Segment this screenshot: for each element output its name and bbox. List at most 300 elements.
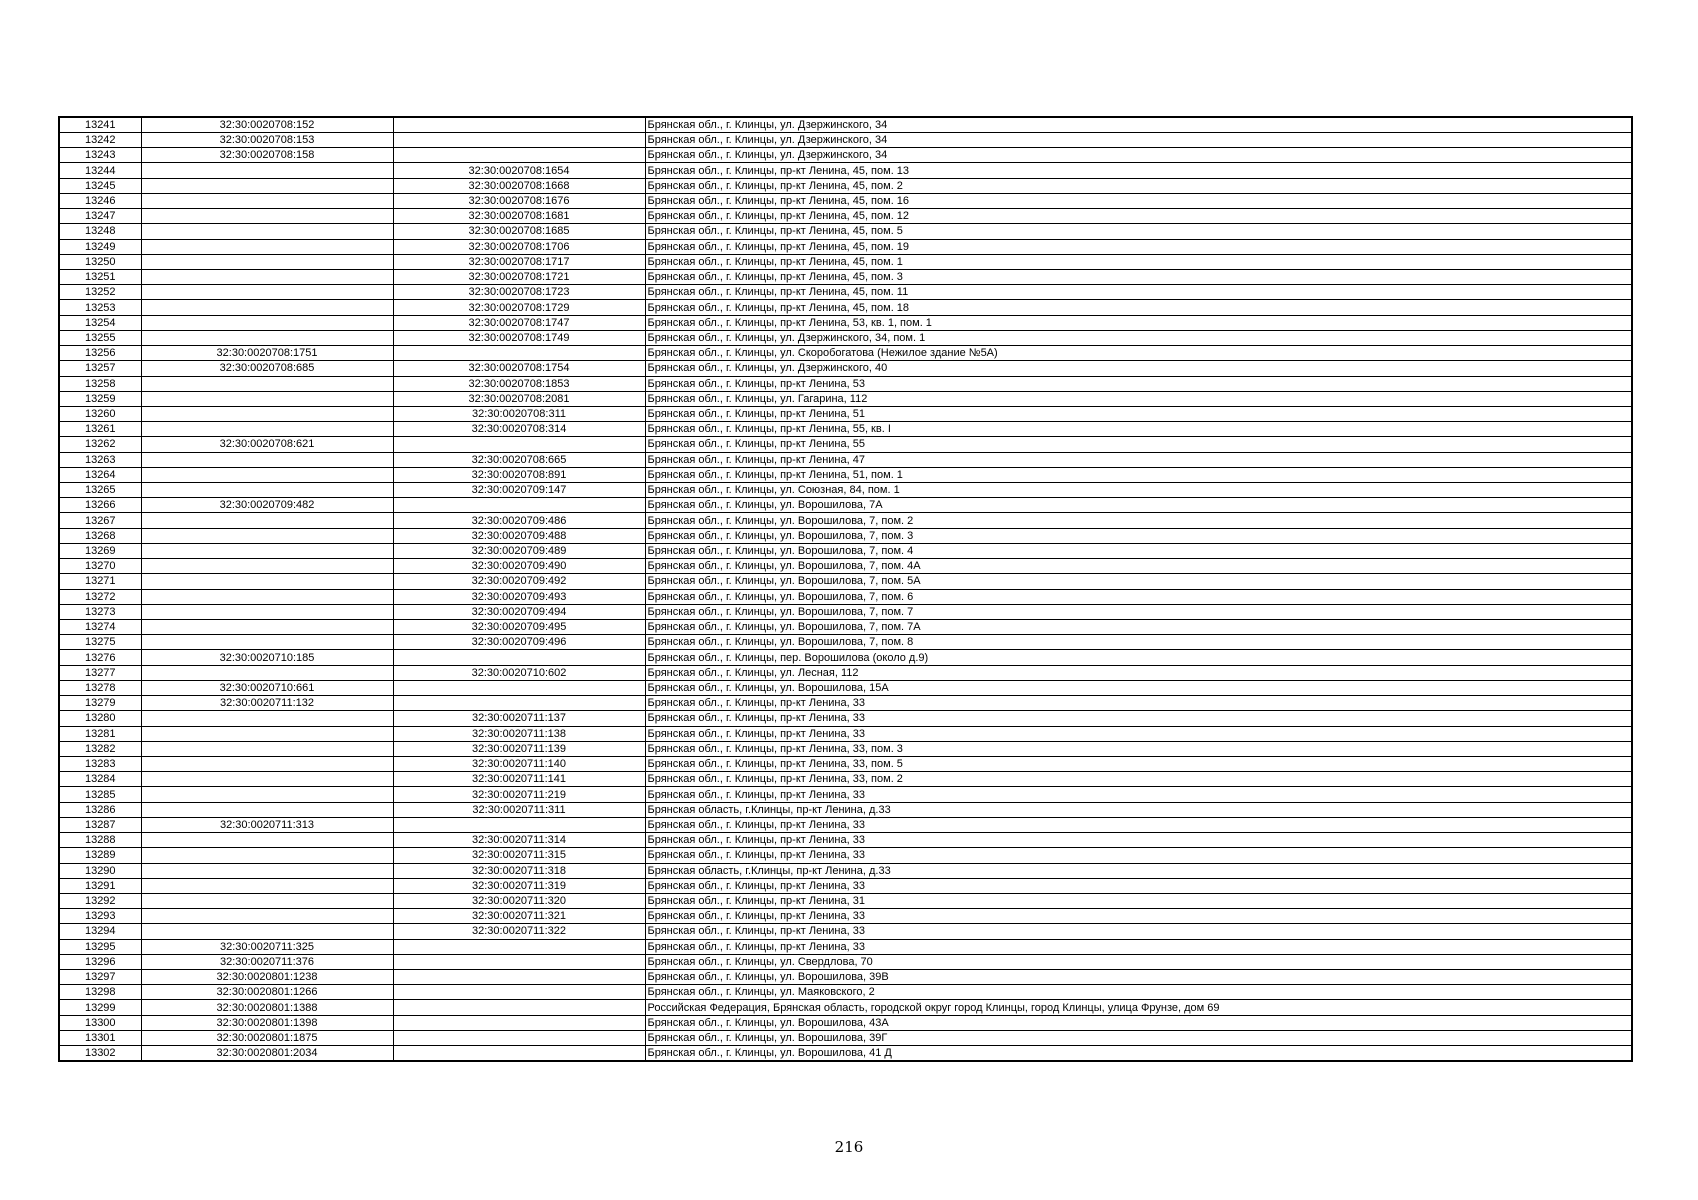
cadastral-number-cell: 32:30:0020801:1388 [141, 1000, 393, 1015]
sub-cadastral-number-cell: 32:30:0020709:486 [393, 513, 645, 528]
sub-cadastral-number-cell: 32:30:0020708:314 [393, 422, 645, 437]
table-row [59, 802, 1632, 817]
cadastral-number-cell [141, 878, 393, 893]
table-row [59, 224, 1632, 239]
cadastral-number-cell [141, 193, 393, 208]
sub-cadastral-number-cell: 32:30:0020711:319 [393, 878, 645, 893]
cadastral-number-cell [141, 909, 393, 924]
sub-cadastral-number-cell [393, 148, 645, 163]
sub-cadastral-number-cell: 32:30:0020709:490 [393, 559, 645, 574]
row-number-cell: 13276 [59, 650, 141, 665]
table-row [59, 148, 1632, 163]
cadastral-number-cell [141, 269, 393, 284]
table-row [59, 513, 1632, 528]
sub-cadastral-number-cell [393, 1015, 645, 1030]
address-cell: Брянская обл., г. Клинцы, пр-кт Ленина, 53 [645, 376, 1632, 391]
cadastral-number-cell [141, 756, 393, 771]
sub-cadastral-number-cell: 32:30:0020708:1747 [393, 315, 645, 330]
address-cell: Брянская обл., г. Клинцы, пр-кт Ленина, 33 [645, 878, 1632, 893]
cadastral-number-cell: 32:30:0020711:376 [141, 954, 393, 969]
row-number-cell: 13290 [59, 863, 141, 878]
sub-cadastral-number-cell [393, 1000, 645, 1015]
table-row [59, 985, 1632, 1000]
cadastral-number-cell [141, 315, 393, 330]
row-number-cell: 13241 [59, 117, 141, 133]
row-number-cell: 13292 [59, 893, 141, 908]
row-number-cell: 13295 [59, 939, 141, 954]
row-number-cell: 13277 [59, 665, 141, 680]
row-number-cell: 13261 [59, 422, 141, 437]
sub-cadastral-number-cell: 32:30:0020711:139 [393, 741, 645, 756]
cadastral-number-cell [141, 406, 393, 421]
address-cell: Брянская обл., г. Клинцы, ул. Дзержинского, 34 [645, 148, 1632, 163]
cadastral-number-cell [141, 635, 393, 650]
table-row [59, 528, 1632, 543]
sub-cadastral-number-cell: 32:30:0020710:602 [393, 665, 645, 680]
table-row [59, 970, 1632, 985]
table-row [59, 954, 1632, 969]
row-number-cell: 13280 [59, 711, 141, 726]
row-number-cell: 13243 [59, 148, 141, 163]
sub-cadastral-number-cell: 32:30:0020711:318 [393, 863, 645, 878]
sub-cadastral-number-cell: 32:30:0020708:1654 [393, 163, 645, 178]
table-row [59, 772, 1632, 787]
table-row [59, 680, 1632, 695]
page-number: 216 [834, 1138, 864, 1156]
row-number-cell: 13262 [59, 437, 141, 452]
address-cell: Брянская обл., г. Клинцы, ул. Ворошилова, 7, пом. 4А [645, 559, 1632, 574]
row-number-cell: 13256 [59, 346, 141, 361]
cadastral-number-cell [141, 604, 393, 619]
table-row [59, 346, 1632, 361]
sub-cadastral-number-cell: 32:30:0020708:1706 [393, 239, 645, 254]
address-cell: Брянская обл., г. Клинцы, ул. Скоробогатова (Нежилое здание №5А) [645, 346, 1632, 361]
row-number-cell: 13298 [59, 985, 141, 1000]
cadastral-number-cell [141, 422, 393, 437]
table-row [59, 543, 1632, 558]
address-cell: Брянская обл., г. Клинцы, ул. Ворошилова, 43А [645, 1015, 1632, 1030]
row-number-cell: 13255 [59, 330, 141, 345]
address-cell: Брянская обл., г. Клинцы, ул. Союзная, 84, пом. 1 [645, 483, 1632, 498]
sub-cadastral-number-cell: 32:30:0020708:311 [393, 406, 645, 421]
sub-cadastral-number-cell [393, 650, 645, 665]
row-number-cell: 13269 [59, 543, 141, 558]
address-cell: Брянская обл., г. Клинцы, пр-кт Ленина, 33 [645, 726, 1632, 741]
address-cell: Брянская обл., г. Клинцы, пр-кт Ленина, 45, пом. 1 [645, 254, 1632, 269]
cadastral-number-cell: 32:30:0020710:185 [141, 650, 393, 665]
address-cell: Брянская обл., г. Клинцы, ул. Ворошилова, 7, пом. 4 [645, 543, 1632, 558]
row-number-cell: 13278 [59, 680, 141, 695]
cadastral-number-cell [141, 802, 393, 817]
row-number-cell: 13291 [59, 878, 141, 893]
sub-cadastral-number-cell: 32:30:0020711:138 [393, 726, 645, 741]
sub-cadastral-number-cell: 32:30:0020711:314 [393, 833, 645, 848]
row-number-cell: 13279 [59, 696, 141, 711]
table-row [59, 1030, 1632, 1045]
cadastral-number-cell: 32:30:0020708:1751 [141, 346, 393, 361]
cadastral-number-cell: 32:30:0020801:1266 [141, 985, 393, 1000]
sub-cadastral-number-cell [393, 117, 645, 133]
address-cell: Брянская обл., г. Клинцы, ул. Ворошилова, 41 Д [645, 1046, 1632, 1062]
cadastral-number-cell [141, 513, 393, 528]
row-number-cell: 13250 [59, 254, 141, 269]
table-row [59, 1015, 1632, 1030]
address-cell: Брянская обл., г. Клинцы, пр-кт Ленина, 45, пом. 13 [645, 163, 1632, 178]
row-number-cell: 13242 [59, 133, 141, 148]
cadastral-number-cell: 32:30:0020708:158 [141, 148, 393, 163]
table-row [59, 285, 1632, 300]
table-row [59, 483, 1632, 498]
sub-cadastral-number-cell: 32:30:0020709:496 [393, 635, 645, 650]
sub-cadastral-number-cell: 32:30:0020708:1676 [393, 193, 645, 208]
sub-cadastral-number-cell: 32:30:0020708:1749 [393, 330, 645, 345]
address-cell: Брянская обл., г. Клинцы, пр-кт Ленина, 47 [645, 452, 1632, 467]
cadastral-number-cell [141, 178, 393, 193]
address-cell: Брянская обл., г. Клинцы, пр-кт Ленина, 55, кв. I [645, 422, 1632, 437]
sub-cadastral-number-cell [393, 133, 645, 148]
table-row [59, 209, 1632, 224]
row-number-cell: 13271 [59, 574, 141, 589]
cadastral-number-cell [141, 209, 393, 224]
table-row [59, 620, 1632, 635]
table-row [59, 741, 1632, 756]
table-row [59, 589, 1632, 604]
row-number-cell: 13265 [59, 483, 141, 498]
table-row [59, 711, 1632, 726]
address-cell: Брянская обл., г. Клинцы, ул. Гагарина, 112 [645, 391, 1632, 406]
cadastral-number-cell [141, 772, 393, 787]
cadastral-number-cell [141, 300, 393, 315]
address-cell: Брянская обл., г. Клинцы, ул. Ворошилова, 7, пом. 8 [645, 635, 1632, 650]
row-number-cell: 13247 [59, 209, 141, 224]
address-cell: Брянская обл., г. Клинцы, пр-кт Ленина, 33 [645, 711, 1632, 726]
address-cell: Брянская обл., г. Клинцы, пр-кт Ленина, 53, кв. 1, пом. 1 [645, 315, 1632, 330]
sub-cadastral-number-cell: 32:30:0020708:1685 [393, 224, 645, 239]
row-number-cell: 13273 [59, 604, 141, 619]
cadastral-number-cell [141, 589, 393, 604]
sub-cadastral-number-cell: 32:30:0020711:219 [393, 787, 645, 802]
address-cell: Брянская обл., г. Клинцы, пр-кт Ленина, 45, пом. 12 [645, 209, 1632, 224]
cadastral-number-cell [141, 254, 393, 269]
address-cell: Российская Федерация, Брянская область, городской округ город Клинцы, город Клинцы, улица Фрунзе, дом 69 [645, 1000, 1632, 1015]
cadastral-number-cell: 32:30:0020708:685 [141, 361, 393, 376]
row-number-cell: 13294 [59, 924, 141, 939]
address-cell: Брянская обл., г. Клинцы, пр-кт Ленина, 45, пом. 5 [645, 224, 1632, 239]
cadastral-number-cell [141, 285, 393, 300]
sub-cadastral-number-cell: 32:30:0020708:1717 [393, 254, 645, 269]
sub-cadastral-number-cell: 32:30:0020708:1721 [393, 269, 645, 284]
table-row [59, 406, 1632, 421]
cadastral-number-cell [141, 620, 393, 635]
row-number-cell: 13268 [59, 528, 141, 543]
address-cell: Брянская обл., г. Клинцы, пр-кт Ленина, 33, пом. 5 [645, 756, 1632, 771]
row-number-cell: 13272 [59, 589, 141, 604]
sub-cadastral-number-cell: 32:30:0020708:665 [393, 452, 645, 467]
row-number-cell: 13297 [59, 970, 141, 985]
cadastral-number-cell: 32:30:0020801:1875 [141, 1030, 393, 1045]
cadastral-number-cell [141, 787, 393, 802]
table-row [59, 909, 1632, 924]
cadastral-number-cell [141, 376, 393, 391]
row-number-cell: 13282 [59, 741, 141, 756]
address-cell: Брянская обл., г. Клинцы, пр-кт Ленина, 33 [645, 833, 1632, 848]
address-cell: Брянская обл., г. Клинцы, ул. Дзержинского, 34, пом. 1 [645, 330, 1632, 345]
row-number-cell: 13274 [59, 620, 141, 635]
row-number-cell: 13281 [59, 726, 141, 741]
address-cell: Брянская обл., г. Клинцы, пр-кт Ленина, 33, пом. 2 [645, 772, 1632, 787]
sub-cadastral-number-cell: 32:30:0020709:489 [393, 543, 645, 558]
table-row [59, 391, 1632, 406]
row-number-cell: 13302 [59, 1046, 141, 1062]
address-cell: Брянская обл., г. Клинцы, пр-кт Ленина, 45, пом. 2 [645, 178, 1632, 193]
table-row [59, 726, 1632, 741]
row-number-cell: 13287 [59, 817, 141, 832]
cadastral-number-cell [141, 741, 393, 756]
sub-cadastral-number-cell: 32:30:0020709:495 [393, 620, 645, 635]
address-cell: Брянская обл., г. Клинцы, ул. Маяковского, 2 [645, 985, 1632, 1000]
sub-cadastral-number-cell: 32:30:0020711:321 [393, 909, 645, 924]
cadastral-number-cell [141, 665, 393, 680]
cadastral-number-cell [141, 543, 393, 558]
sub-cadastral-number-cell: 32:30:0020708:2081 [393, 391, 645, 406]
sub-cadastral-number-cell: 32:30:0020709:492 [393, 574, 645, 589]
sub-cadastral-number-cell: 32:30:0020708:1853 [393, 376, 645, 391]
address-cell: Брянская обл., г. Клинцы, пр-кт Ленина, 33 [645, 696, 1632, 711]
cadastral-number-cell [141, 467, 393, 482]
cadastral-number-cell: 32:30:0020709:482 [141, 498, 393, 513]
table-row [59, 178, 1632, 193]
cadastral-number-cell [141, 924, 393, 939]
row-number-cell: 13286 [59, 802, 141, 817]
cadastral-number-cell [141, 726, 393, 741]
cadastral-number-cell: 32:30:0020711:132 [141, 696, 393, 711]
address-cell: Брянская обл., г. Клинцы, пр-кт Ленина, 45, пом. 18 [645, 300, 1632, 315]
address-cell: Брянская обл., г. Клинцы, пер. Ворошилова (около д.9) [645, 650, 1632, 665]
row-number-cell: 13289 [59, 848, 141, 863]
sub-cadastral-number-cell: 32:30:0020709:493 [393, 589, 645, 604]
sub-cadastral-number-cell: 32:30:0020711:140 [393, 756, 645, 771]
table-row [59, 1046, 1632, 1062]
address-cell: Брянская обл., г. Клинцы, пр-кт Ленина, 33 [645, 924, 1632, 939]
cadastral-number-cell: 32:30:0020711:313 [141, 817, 393, 832]
cadastral-number-cell [141, 391, 393, 406]
row-number-cell: 13248 [59, 224, 141, 239]
sub-cadastral-number-cell: 32:30:0020711:141 [393, 772, 645, 787]
cadastral-number-cell: 32:30:0020708:153 [141, 133, 393, 148]
table-row [59, 635, 1632, 650]
address-cell: Брянская обл., г. Клинцы, пр-кт Ленина, 45, пом. 3 [645, 269, 1632, 284]
row-number-cell: 13296 [59, 954, 141, 969]
address-cell: Брянская обл., г. Клинцы, ул. Ворошилова, 7, пом. 5А [645, 574, 1632, 589]
row-number-cell: 13254 [59, 315, 141, 330]
table-row [59, 422, 1632, 437]
sub-cadastral-number-cell: 32:30:0020709:494 [393, 604, 645, 619]
address-cell: Брянская обл., г. Клинцы, ул. Дзержинского, 34 [645, 117, 1632, 133]
row-number-cell: 13259 [59, 391, 141, 406]
address-cell: Брянская обл., г. Клинцы, пр-кт Ленина, 33 [645, 787, 1632, 802]
table-row [59, 452, 1632, 467]
row-number-cell: 13293 [59, 909, 141, 924]
table-row [59, 117, 1632, 133]
cadastral-number-cell [141, 559, 393, 574]
address-cell: Брянская обл., г. Клинцы, ул. Ворошилова, 7А [645, 498, 1632, 513]
address-cell: Брянская обл., г. Клинцы, пр-кт Ленина, 33 [645, 817, 1632, 832]
table-row [59, 498, 1632, 513]
row-number-cell: 13246 [59, 193, 141, 208]
address-cell: Брянская обл., г. Клинцы, ул. Ворошилова, 7, пом. 3 [645, 528, 1632, 543]
cadastral-number-cell [141, 833, 393, 848]
cadastral-number-cell [141, 711, 393, 726]
table-row [59, 863, 1632, 878]
row-number-cell: 13257 [59, 361, 141, 376]
cadastral-number-cell: 32:30:0020801:2034 [141, 1046, 393, 1062]
sub-cadastral-number-cell [393, 954, 645, 969]
cadastral-number-cell [141, 224, 393, 239]
address-cell: Брянская обл., г. Клинцы, ул. Ворошилова, 15А [645, 680, 1632, 695]
table-row [59, 254, 1632, 269]
sub-cadastral-number-cell: 32:30:0020708:1723 [393, 285, 645, 300]
address-cell: Брянская обл., г. Клинцы, пр-кт Ленина, 45, пом. 16 [645, 193, 1632, 208]
cadastral-number-cell: 32:30:0020711:325 [141, 939, 393, 954]
address-cell: Брянская обл., г. Клинцы, пр-кт Ленина, 51, пом. 1 [645, 467, 1632, 482]
cadastral-number-cell [141, 863, 393, 878]
table-row [59, 574, 1632, 589]
row-number-cell: 13285 [59, 787, 141, 802]
row-number-cell: 13264 [59, 467, 141, 482]
table-row [59, 437, 1632, 452]
sub-cadastral-number-cell: 32:30:0020711:320 [393, 893, 645, 908]
table-row [59, 893, 1632, 908]
address-cell: Брянская обл., г. Клинцы, пр-кт Ленина, 45, пом. 11 [645, 285, 1632, 300]
sub-cadastral-number-cell [393, 696, 645, 711]
cadastral-number-cell [141, 893, 393, 908]
table-row [59, 300, 1632, 315]
table-row [59, 756, 1632, 771]
sub-cadastral-number-cell [393, 346, 645, 361]
cadastral-number-cell [141, 330, 393, 345]
row-number-cell: 13263 [59, 452, 141, 467]
address-cell: Брянская обл., г. Клинцы, ул. Дзержинского, 34 [645, 133, 1632, 148]
row-number-cell: 13267 [59, 513, 141, 528]
sub-cadastral-number-cell: 32:30:0020708:1668 [393, 178, 645, 193]
table-row [59, 269, 1632, 284]
address-cell: Брянская обл., г. Клинцы, пр-кт Ленина, 31 [645, 893, 1632, 908]
table-row [59, 193, 1632, 208]
table-row [59, 650, 1632, 665]
row-number-cell: 13249 [59, 239, 141, 254]
cadastral-number-cell [141, 163, 393, 178]
table-row [59, 939, 1632, 954]
sub-cadastral-number-cell [393, 817, 645, 832]
table-row [59, 696, 1632, 711]
address-cell: Брянская обл., г. Клинцы, пр-кт Ленина, 45, пом. 19 [645, 239, 1632, 254]
row-number-cell: 13275 [59, 635, 141, 650]
sub-cadastral-number-cell: 32:30:0020708:891 [393, 467, 645, 482]
cadastral-number-cell: 32:30:0020708:621 [141, 437, 393, 452]
row-number-cell: 13301 [59, 1030, 141, 1045]
table-row [59, 1000, 1632, 1015]
sub-cadastral-number-cell: 32:30:0020708:1729 [393, 300, 645, 315]
sub-cadastral-number-cell [393, 985, 645, 1000]
address-cell: Брянская обл., г. Клинцы, пр-кт Ленина, 33 [645, 939, 1632, 954]
address-cell: Брянская область, г.Клинцы, пр-кт Ленина, д.33 [645, 802, 1632, 817]
address-cell: Брянская обл., г. Клинцы, ул. Лесная, 112 [645, 665, 1632, 680]
sub-cadastral-number-cell [393, 939, 645, 954]
cadastral-number-cell [141, 483, 393, 498]
table-row [59, 817, 1632, 832]
row-number-cell: 13283 [59, 756, 141, 771]
sub-cadastral-number-cell: 32:30:0020709:488 [393, 528, 645, 543]
row-number-cell: 13258 [59, 376, 141, 391]
table-row [59, 924, 1632, 939]
row-number-cell: 13244 [59, 163, 141, 178]
address-cell: Брянская обл., г. Клинцы, ул. Ворошилова, 7, пом. 6 [645, 589, 1632, 604]
registry-table-body [59, 117, 1632, 1061]
registry-table [58, 116, 1633, 1062]
address-cell: Брянская область, г.Клинцы, пр-кт Ленина, д.33 [645, 863, 1632, 878]
address-cell: Брянская обл., г. Клинцы, пр-кт Ленина, 33 [645, 909, 1632, 924]
sub-cadastral-number-cell: 32:30:0020709:147 [393, 483, 645, 498]
address-cell: Брянская обл., г. Клинцы, пр-кт Ленина, 33 [645, 848, 1632, 863]
row-number-cell: 13299 [59, 1000, 141, 1015]
address-cell: Брянская обл., г. Клинцы, пр-кт Ленина, 51 [645, 406, 1632, 421]
table-row [59, 315, 1632, 330]
address-cell: Брянская обл., г. Клинцы, пр-кт Ленина, 55 [645, 437, 1632, 452]
address-cell: Брянская обл., г. Клинцы, ул. Дзержинского, 40 [645, 361, 1632, 376]
table-row [59, 467, 1632, 482]
row-number-cell: 13284 [59, 772, 141, 787]
row-number-cell: 13252 [59, 285, 141, 300]
table-row [59, 361, 1632, 376]
cadastral-number-cell: 32:30:0020801:1238 [141, 970, 393, 985]
sub-cadastral-number-cell: 32:30:0020711:322 [393, 924, 645, 939]
table-row [59, 330, 1632, 345]
sub-cadastral-number-cell [393, 680, 645, 695]
table-row [59, 604, 1632, 619]
address-cell: Брянская обл., г. Клинцы, ул. Свердлова, 70 [645, 954, 1632, 969]
cadastral-number-cell [141, 452, 393, 467]
cadastral-number-cell: 32:30:0020710:661 [141, 680, 393, 695]
table-row [59, 878, 1632, 893]
table-row [59, 163, 1632, 178]
row-number-cell: 13300 [59, 1015, 141, 1030]
address-cell: Брянская обл., г. Клинцы, ул. Ворошилова, 39В [645, 970, 1632, 985]
sub-cadastral-number-cell: 32:30:0020711:137 [393, 711, 645, 726]
address-cell: Брянская обл., г. Клинцы, ул. Ворошилова, 7, пом. 2 [645, 513, 1632, 528]
table-row [59, 239, 1632, 254]
sub-cadastral-number-cell: 32:30:0020711:315 [393, 848, 645, 863]
table-row [59, 848, 1632, 863]
address-cell: Брянская обл., г. Клинцы, пр-кт Ленина, 33, пом. 3 [645, 741, 1632, 756]
address-cell: Брянская обл., г. Клинцы, ул. Ворошилова, 7, пом. 7 [645, 604, 1632, 619]
cadastral-number-cell [141, 848, 393, 863]
row-number-cell: 13245 [59, 178, 141, 193]
sub-cadastral-number-cell [393, 498, 645, 513]
cadastral-number-cell [141, 239, 393, 254]
sub-cadastral-number-cell [393, 1030, 645, 1045]
table-row [59, 787, 1632, 802]
sub-cadastral-number-cell [393, 1046, 645, 1062]
row-number-cell: 13260 [59, 406, 141, 421]
sub-cadastral-number-cell: 32:30:0020708:1754 [393, 361, 645, 376]
cadastral-number-cell [141, 574, 393, 589]
cadastral-number-cell: 32:30:0020801:1398 [141, 1015, 393, 1030]
sub-cadastral-number-cell [393, 437, 645, 452]
row-number-cell: 13288 [59, 833, 141, 848]
sub-cadastral-number-cell [393, 970, 645, 985]
table-row [59, 376, 1632, 391]
address-cell: Брянская обл., г. Клинцы, ул. Ворошилова, 39Г [645, 1030, 1632, 1045]
